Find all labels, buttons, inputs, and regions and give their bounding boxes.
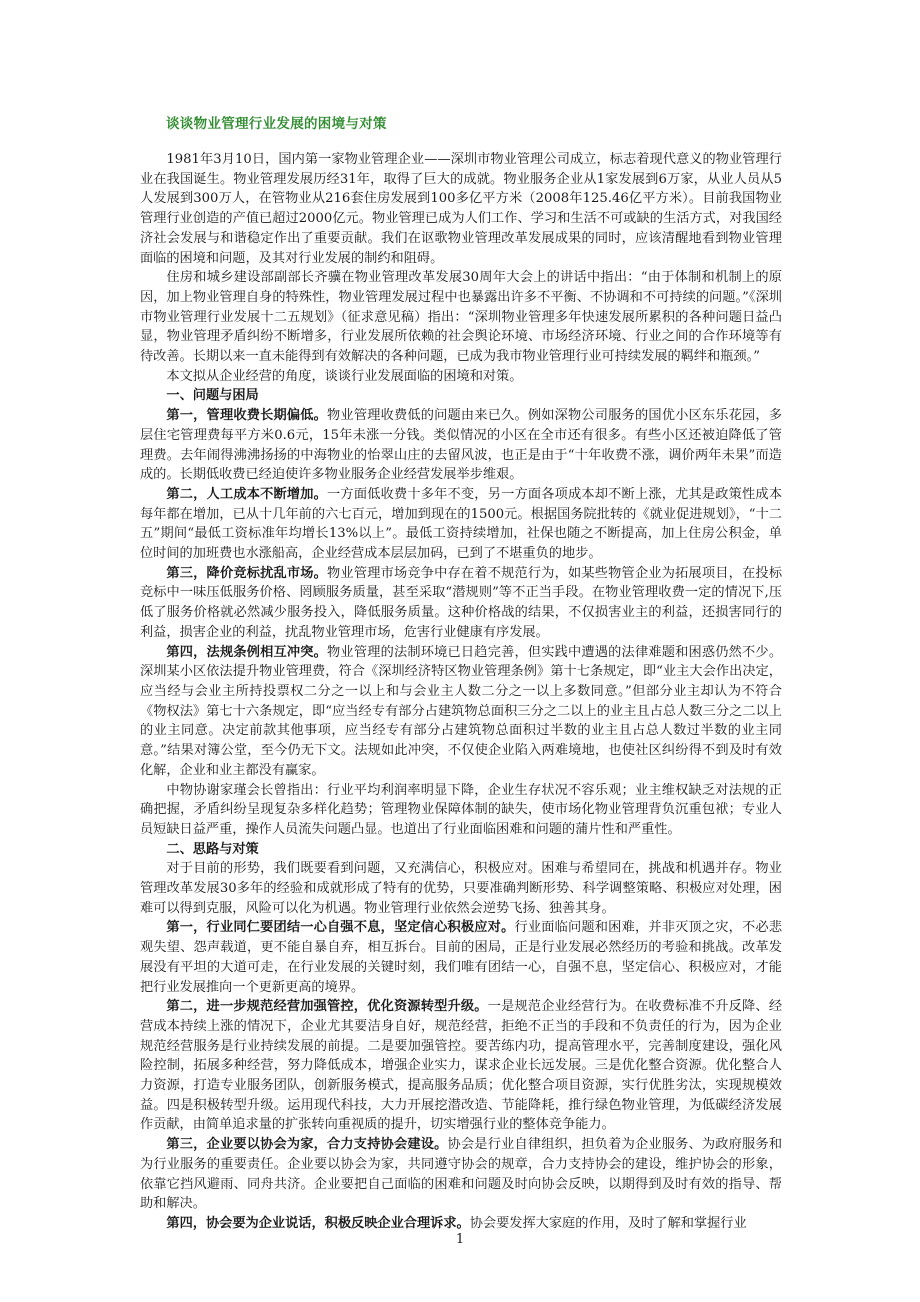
paragraph-text: 一方面低收费十多年不变，另一方面各项成本却不断上涨，尤其是政策性成本每年都在增加，已从十几年前的六七百元，增加到现在的1500元。根据国务院批转的《就业促进规划》，“十二五”期间“最低工资标准年均增长13%以上”。最低工资持续增加，社保也随之不断提高，加上住房公积金，单位时间的加班费也水涨船高，企业经营成本层层加码，已到了不堪重负的地步。 <box>140 486 783 562</box>
paragraph-lead: 第三，企业要以协会为家，合力支持协会建设。 <box>166 1137 448 1153</box>
paragraph-problem-3 <box>140 564 782 643</box>
paragraph-association-remarks: 中物协谢家瑾会长曾指出：行业平均利润率明显下降，企业生存状况不容乐观；业主维权缺乏对法规的正确把握，矛盾纠纷呈现复杂多样化趋势；管理物业保障体制的缺失，使市场化物业管理背负沉重包袱；专业人员短缺日益严重，操作人员流失问题凸显。也道出了行业面临困难和问题的蒲片性和严重性。 <box>140 782 782 837</box>
paragraph-intro: 1981年3月10日，国内第一家物业管理企业——深圳市物业管理公司成立，标志着现代意义的物业管理行业在我国诞生。物业管理发展历经31年，取得了巨大的成就。物业服务企业从1家发展到6万家，从业人员从5 人发展到300万人，在管物业从216套住房发展到100多亿平方米（2008年125.46亿平方米）。目前我国物业管理行业创造的产值已超过2000亿元。物业管理已成为人们工作、学习和生活不可或缺的生活方式，对我国经济社会发展与和谐稳定作出了重要贡献。我们在讴歌物业管理改革发展成果的同时，应该清醒地看到物业管理面临的困境和问题，及其对行业发展的制约和阻碍。 <box>140 152 782 266</box>
paragraph-problem-4 <box>140 643 782 781</box>
paragraph-text: 物业管理的法制环境已日趋完善，但实践中遭遇的法律难题和困惑仍然不少。深圳某小区依法提升物业管理费，符合《深圳经济特区物业管理条例》第十七条规定，即“业主大会作出决定，应当经与会业主所持投票权二分之一以上和与会业主人数二分之一以上多数同意。”但部分业主却认为不符合《物权法》第七十六条规定，即“应当经专有部分占建筑物总面积三分之二以上的业主且占总人数三分之二以上的业主同意。决定前款其他事项，应当经专有部分占建筑物总面积过半数的业主且占总人数过半数的业主同意。”结果对簿公堂，至今仍无下文。法规如此冲突，不仅使企业陷入两难境地，也使社区纠纷得不到及时有效化解，企业和业主都没有赢家。 <box>140 644 783 778</box>
paragraph-text: 物业管理市场竞争中存在着不规范行为，如某些物管企业为拓展项目，在投标竞标中一味压低服务价格、罔顾服务质量，甚至采取“潜规则”等不正当手段。在物业管理收费一定的情况下,压低了服务价格就必然减少服务投入，降低服务质量。这种价格战的结果，不仅损害业主的利益，还损害同行的利益，损害企业的利益，扰乱物业管理市场，危害行业健康有序发展。 <box>140 565 783 640</box>
paragraph-text: 物业管理收费低的问题由来已久。例如深物公司服务的国优小区东乐花园，多层住宅管理费每平方米0.6元，15年未涨一分钱。类似情况的小区在全市还有很多。有些小区还被迫降低了管理费。去年闹得沸沸扬扬的中海物业的怡翠山庄的去留风波，也正是由于“十年收费不涨，调价两年未果”而造成的。长期低收费已经迫使许多物业服务企业经营发展举步维艰。 <box>140 408 783 483</box>
paragraph-strategy-4 <box>140 1214 782 1234</box>
paragraph-text: 行业面临问题和困难，并非灭顶之灾，不必悲观失望、怨声载道，更不能自暴自弃，相互拆台。目前的困局，正是行业发展必然经历的考验和挑战。改革发展没有平坦的大道可走，在行业发展的关键时刻，我们唯有团结一心，自强不息，坚定信心、积极应对，才能把行业发展推向一个更新更高的境界。 <box>140 920 783 995</box>
paragraph-strategy-2 <box>140 997 782 1135</box>
paragraph-lead: 第三，降价竞标扰乱市场。 <box>166 565 328 581</box>
section-heading-strategies: 二、思路与对策 <box>166 841 259 857</box>
paragraph-lead: 第四，法规条例相互冲突。 <box>166 644 328 660</box>
document-title: 谈谈物业管理行业发展的困境与对策 <box>166 116 387 132</box>
paragraph-text: 协会要发挥大家庭的作用，及时了解和掌握行业 <box>469 1215 747 1231</box>
paragraph-problem-2 <box>140 485 782 564</box>
section-heading-problems: 一、问题与困局 <box>166 388 259 404</box>
paragraph-problem-1 <box>140 406 782 485</box>
paragraph-text: 一是规范企业经营行为。在收费标准不升反降、经营成本持续上涨的情况下，企业尤其要洁身自好，规范经营，拒绝不正当的手段和不负责任的行为，因为企业规范经营服务是行业持续发展的前提。二是要加强管控。要苦练内功，提高管理水平，完善制度建设，强化风险控制，拓展多种经营，努力降低成本，增强企业实力，谋求企业长远发展。三是优化整合资源。优化整合人力资源，打造专业服务团队，创新服务模式，提高服务品质；优化整合项目资源，实行优胜劣汰，实现规模效益。四是积极转型升级。运用现代科技，大力开展挖潜改造、节能降耗，推行绿色物业管理，为低碳经济发展作贡献，由简单追求量的扩张转向重视质的提升，切实增强行业的整体竞争能力。 <box>140 999 783 1133</box>
paragraph-lead: 第一，行业同仁要团结一心自强不息，坚定信心积极应对。 <box>166 920 515 936</box>
paragraph-text: 协会是行业自律组织，担负着为企业服务、为政府服务和为行业服务的重要责任。企业要以协会为家，共同遵守协会的规章，合力支持协会的建设，维护协会的形象，依靠它挡风避雨、同舟共济。企业要把自己面临的困难和问题及时向协会反映，以期得到及时有效的指导、帮助和解决。 <box>140 1137 783 1212</box>
page-number: 1 <box>455 1232 465 1247</box>
paragraph-lead: 第二，人工成本不断增加。 <box>166 486 328 502</box>
paragraph-strategy-1 <box>140 918 782 997</box>
paragraph-lead: 第二，进一步规范经营加强管控，优化资源转型升级。 <box>166 999 488 1015</box>
paragraph-strategy-3 <box>140 1135 782 1214</box>
document-body <box>140 150 782 1234</box>
paragraph-quote: 住房和城乡建设部副部长齐骥在物业管理改革发展30周年大会上的讲话中指出：“由于体制和机制上的原因，加上物业管理自身的特殊性，物业管理发展过程中也暴露出许多不平衡、不协调和不可持续的问题。”《深圳市物业管理行业发展十二五规划》（征求意见稿）指出：“深圳物业管理多年快速发展所累积的各种问题日益凸显，物业管理矛盾纠纷不断增多，行业发展所依赖的社会舆论环境、市场经济环境、行业之间的合作环境等有待改善。长期以来一直未能得到有效解决的各种问题，已成为我市物业管理行业可持续发展的羁绊和瓶颈。” <box>140 270 782 365</box>
paragraph-lead: 第一，管理收费长期偏低。 <box>166 408 328 424</box>
paragraph-strategy-intro: 对于目前的形势，我们既要看到问题，又充满信心，积极应对。困难与希望同在，挑战和机遇并存。物业管理改革发展30多年的经验和成就形成了特有的优势，只要准确判断形势、科学调整策略、积极应对处理，困难可以得到克服，风险可以化为机遇。物业管理行业依然会逆势飞扬、独善其身。 <box>140 861 782 916</box>
paragraph-lead: 第四，协会要为企业说话，积极反映企业合理诉求。 <box>166 1215 470 1231</box>
paragraph-purpose: 本文拟从企业经营的角度，谈谈行业发展面临的困境和对策。 <box>166 368 523 384</box>
